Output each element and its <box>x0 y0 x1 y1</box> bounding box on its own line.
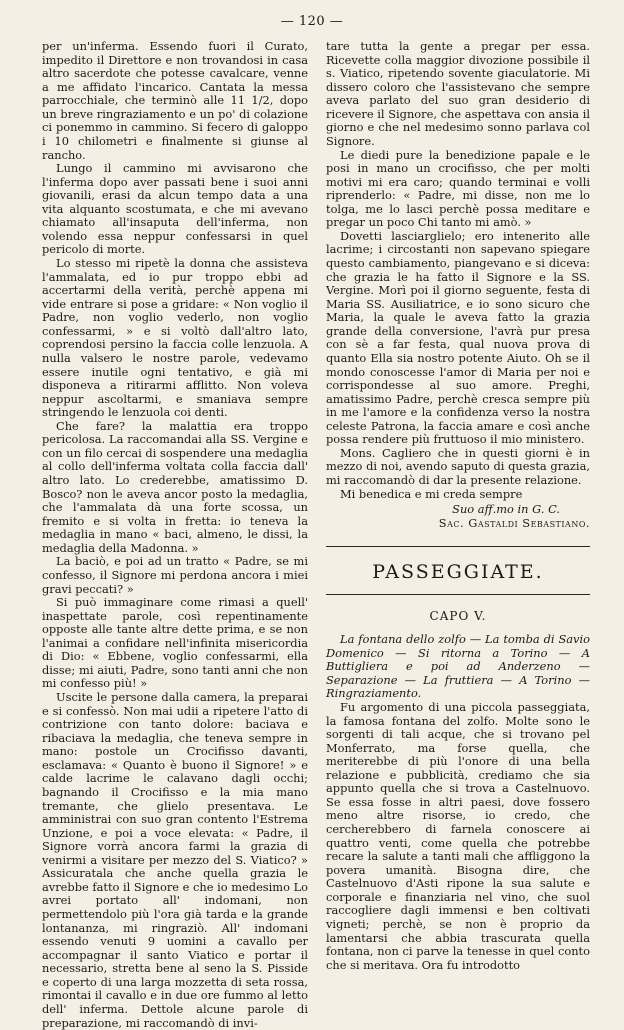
paragraph: Uscite le persone dalla camera, la preparai e si confessò. Non mai udii a ripetere l'atto di contrizione con tanto dolore: baciava e ribaciava la medaglia, che teneva sempre in mano: postole un Crocifisso davanti, esclamava: « Quanto è buono il Signore! » e calde lacrime le calavano dagli occhi; bagnando il Crocifisso e la mia mano tremante, che glielo presentava. Le amministrai con suo gran contento l'Estrema Unzione, e poi a voce elevata: « Padre, il Signore vorrà ancora farmi la grazia di venirmi a visitare per mezzo del S. Viatico? » Assicuratala che anche quella grazia le avrebbe fatto il Signore e che io medesimo Lo avrei portato all' indomani, non permettendolo più l'ora già tarda e la grande lontananza, mi ringraziò. All' indomani essendo venuti 9 uomini a cavallo per accompagnar il santo Viatico e portar il necessario, stretta bene al seno la S. Pisside e coperto di una larga mozzetta di seta rossa, rimontai il cavallo e in due ore fummo al letto dell' inferma. Dettole alcune parole di preparazione, mi raccomandò di invi- <box>42 690 308 1030</box>
paragraph: Che fare? la malattia era troppo pericolosa. La raccomandai alla SS. Vergine e con un filo cercai di sospendere una medaglia al collo dell'inferma voltata colla faccia dall' altro lato. Lo crederebbe, amatissimo D. Bosco? non le aveva ancor posto la medaglia, che l'ammalata dà una forte scossa, un fremito e si volta in fretta: io teneva la medaglia in mano « baci, almeno, le dissi, la medaglia della Madonna. » <box>42 418 308 555</box>
paragraph: per un'inferma. Essendo fuori il Curato, impedito il Direttore e non trovandosi in casa altro sacerdote che potesse cavalcare, venne a me affidato l'incarico. Cantata la messa parrocchiale, che terminò alle 11 1/2, dopo un breve ringraziamento e un po' di colazione ci ponemmo in cammino. Si fecero di galoppo i 10 chilometri e finalmente si giunse al rancho. <box>42 39 308 162</box>
chapter-heading: CAPO V. <box>429 608 487 623</box>
chapter-summary: La fontana dello zolfo — La tomba di Savio Domenico — Si ritorna a Torino — A Buttigliera e poi ad Anderzeno — Separazione — La fruttiera — A Torino — Ringraziamento. <box>326 632 590 701</box>
signature-closing: Suo aff.mo in G. C. <box>452 502 560 517</box>
paragraph: Si può immaginare come rimasi a quell' inaspettate parole, così repentinamente opposte alle tante altre dette prima, e se non l'animai a confidare nell'infinita misericordia di Dio: « Ebbene, voglio confessarmi, ella disse; mi aiuti, Padre, sono tanti anni che non mi confesso più! » <box>42 595 308 691</box>
paragraph: Dovetti lasciarglielo; ero intenerito alle lacrime; i circostanti non sapevano spiegare questo cambiamento, piangevano e si diceva: che grazia le ha fatto il Signore e la SS. Vergine. Morì poi il giorno seguente, festa di Maria SS. Ausiliatrice, e io sono sicuro che Maria, la quale le aveva fatto la grazia grande della conversione, l'avrà pur presa con sè a far festa, qual nuova prova di quanto Ella sia nostro potente Aiuto. Oh se il mondo conoscesse l'amor di Maria per noi e corrispondesse al suo amore. Preghi, amatissimo Padre, perchè cresca sempre più in me l'amore e la confidenza verso la nostra celeste Patrona, la faccia amare e così anche possa rendere più fruttuoso il mio ministero. <box>326 228 590 447</box>
paragraph: Le diedi pure la benedizione papale e le posi in mano un crocifisso, che per molti motivi mi era caro; quando terminai e volli riprenderlo: « Padre, mi disse, non me lo tolga, me lo lasci perchè possa meditare e pregar un poco Chi tanto mi amò. » <box>326 147 590 230</box>
paragraph: Mi benedica e mi creda sempre <box>340 486 523 501</box>
section-rule-bottom <box>326 594 590 595</box>
paragraph: Lo stesso mi ripetè la donna che assisteva l'ammalata, ed io pur troppo ebbi ad accertarmi della verità, perchè appena mi vide entrare si pose a gridare: « Non voglio il Padre, non voglio vederlo, non voglio confessarmi, » e si voltò dall'altro lato, coprendosi persino la faccia colle lenzuola. A nulla valsero le nostre parole, vedevamo essere inutile ogni tentativo, e già mi disponeva a ritirarmi afflitto. Non voleva neppur ascoltarmi, e smaniava sempre stringendo le lenzuola coi denti. <box>42 256 308 420</box>
signature-name: Sac. Gastaldi Sebastiano. <box>438 515 590 530</box>
letter-signature <box>326 503 590 530</box>
section-title: PASSEGGIATE. <box>372 561 544 584</box>
page-number: — 120 — <box>280 14 344 29</box>
paragraph: tare tutta la gente a pregar per essa. Ricevette colla maggior divozione possibile il s. Viatico, ripetendo sovente giaculatorie. Mi dissero coloro che l'assistevano che sempre aveva parlato del suo gran desiderio di ricevere il Signore, che aspettava con ansia il giorno e che nel medesimo sonno parlava col Signore. <box>326 39 590 148</box>
right-column <box>326 40 590 972</box>
left-column <box>42 40 308 1030</box>
paragraph: Fu argomento di una piccola passeggiata, la famosa fontana del zolfo. Molte sono le sorgenti di tali acque, che si trovano pel Monferrato, ma forse quella, che meriterebbe di più l'onore di una bella relazione e pubblicità, crediamo che sia appunto quella che si trova a Castelnuovo. Se essa fosse in altri paesi, dove fossero meno altre risorse, io credo, che cercherebbero di farnela conoscere ai quattro venti, come quella che potrebbe recare la salute a tanti mali che affliggono la povera umanità. Bisogna dire, che Castelnuovo d'Asti ripone la sua salute e corporale e finanziaria nel vino, che suol raccogliere dagli immensi e ben coltivati vigneti; perchè, se non è proprio da lamentarsi che abbia trascurata quella fontana, non ci parve la tenesse in quel conto che si meritava. Ora fu introdotto <box>326 699 590 972</box>
paragraph: Mons. Cagliero che in questi giorni è in mezzo di noi, avendo saputo di questa grazia, mi raccomandò di dar la presente relazione. <box>326 445 590 487</box>
paragraph: Lungo il cammino mi avvisarono che l'inferma dopo aver passati bene i suoi anni giovanili, erasi da alcun tempo data a una vita alquanto scostumata, e che mi avevano chiamato all'insaputa dell'inferma, non volendo essa neppur confessarsi in quel pericolo di morte. <box>42 161 308 257</box>
paragraph: La baciò, e poi ad un tratto « Padre, se mi confesso, il Signore mi perdona ancora i miei gravi peccati? » <box>42 554 308 596</box>
section-rule-top <box>326 546 590 547</box>
